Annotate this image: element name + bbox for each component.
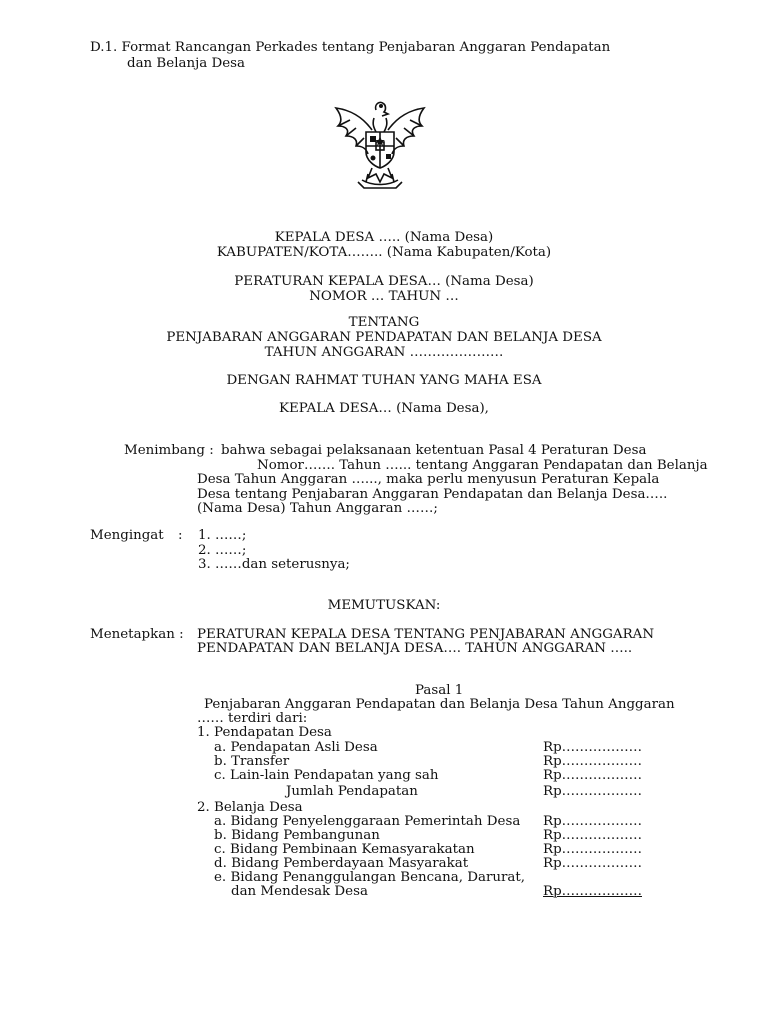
mengingat-colon: : — [178, 528, 183, 543]
menimbang-line-5: (Nama Desa) Tahun Anggaran ……; — [197, 501, 438, 516]
belanja-item-amount: Rp……………… — [543, 814, 642, 829]
menetapkan-line-1: PERATURAN KEPALA DESA TENTANG PENJABARAN ANGGARAN — [197, 627, 655, 642]
header-nomor: NOMOR … TAHUN … — [309, 289, 459, 304]
header-title: PENJABARAN ANGGARAN PENDAPATAN DAN BELANJA DESA — [166, 330, 602, 345]
belanja-item-label: b. Bidang Pembangunan — [214, 828, 380, 843]
belanja-item-amount: Rp……………… — [543, 842, 642, 857]
menimbang-label: Menimbang : — [124, 443, 214, 458]
menetapkan-line-2: PENDAPATAN DAN BELANJA DESA…. TAHUN ANGGARAN ….. — [197, 641, 633, 656]
pendapatan-item-amount: Rp……………… — [543, 768, 642, 783]
header-rahmat: DENGAN RAHMAT TUHAN YANG MAHA ESA — [226, 373, 542, 388]
pendapatan-item-label: b. Transfer — [214, 754, 290, 769]
belanja-item-e-label-1: e. Bidang Penanggulangan Bencana, Darurat, — [214, 870, 525, 885]
pendapatan-item-amount: Rp……………… — [543, 740, 642, 755]
memutuskan-heading: MEMUTUSKAN: — [327, 598, 441, 613]
pendapatan-desa-heading: 1. Pendapatan Desa — [197, 725, 332, 740]
header-peraturan: PERATURAN KEPALA DESA… (Nama Desa) — [234, 274, 534, 289]
heading-line-2: dan Belanja Desa — [127, 56, 245, 71]
header-kepala-desa: KEPALA DESA ….. (Nama Desa) — [274, 230, 494, 245]
pasal-1-intro-2: …… terdiri dari: — [197, 711, 308, 726]
pasal-1-intro-1: Penjabaran Anggaran Pendapatan dan Belanja Desa Tahun Anggaran — [204, 697, 675, 712]
belanja-item-label: c. Bidang Pembinaan Kemasyarakatan — [214, 842, 475, 857]
menimbang-line-2: Nomor……. Tahun …... tentang Anggaran Pendapatan dan Belanja — [257, 458, 708, 473]
belanja-item-amount: Rp……………… — [543, 828, 642, 843]
header-kabupaten: KABUPATEN/KOTA…….. (Nama Kabupaten/Kota) — [216, 245, 552, 260]
belanja-item-e-label-2: dan Mendesak Desa — [231, 884, 368, 899]
mengingat-item: 2. ……; — [198, 543, 247, 558]
belanja-desa-heading: 2. Belanja Desa — [197, 800, 303, 815]
belanja-item-e-amount: Rp……………… — [543, 884, 642, 899]
menimbang-line-4: Desa tentang Penjabaran Anggaran Pendapatan dan Belanja Desa….. — [197, 487, 668, 502]
belanja-item-label: d. Bidang Pemberdayaan Masyarakat — [214, 856, 469, 871]
pendapatan-item-label: a. Pendapatan Asli Desa — [214, 740, 378, 755]
header-kepala-desa-2: KEPALA DESA… (Nama Desa), — [279, 401, 489, 416]
jumlah-pendapatan-label: Jumlah Pendapatan — [286, 784, 418, 799]
menetapkan-label: Menetapkan : — [90, 627, 184, 642]
heading-line-1: D.1. Format Rancangan Perkades tentang Penjabaran Anggaran Pendapatan — [90, 40, 611, 55]
jumlah-pendapatan-amount: Rp……………… — [543, 784, 642, 799]
belanja-item-label: a. Bidang Penyelenggaraan Pemerintah Desa — [214, 814, 521, 829]
pendapatan-item-amount: Rp……………… — [543, 754, 642, 769]
menimbang-line-3: Desa Tahun Anggaran …..., maka perlu menyusun Peraturan Kepala — [197, 472, 660, 487]
mengingat-label: Mengingat — [90, 528, 164, 543]
pendapatan-item-label: c. Lain-lain Pendapatan yang sah — [214, 768, 439, 783]
belanja-item-amount: Rp……………… — [543, 856, 642, 871]
menimbang-line-1: bahwa sebagai pelaksanaan ketentuan Pasal 4 Peraturan Desa — [221, 443, 647, 458]
header-tentang: TENTANG — [348, 315, 420, 330]
pasal-1-title: Pasal 1 — [415, 683, 464, 698]
mengingat-item: 1. ……; — [198, 528, 247, 543]
mengingat-item: 3. ……dan seterusnya; — [198, 557, 350, 572]
garuda-pancasila-emblem-icon — [328, 96, 432, 194]
header-tahun-anggaran: TAHUN ANGGARAN ………………… — [264, 345, 504, 360]
